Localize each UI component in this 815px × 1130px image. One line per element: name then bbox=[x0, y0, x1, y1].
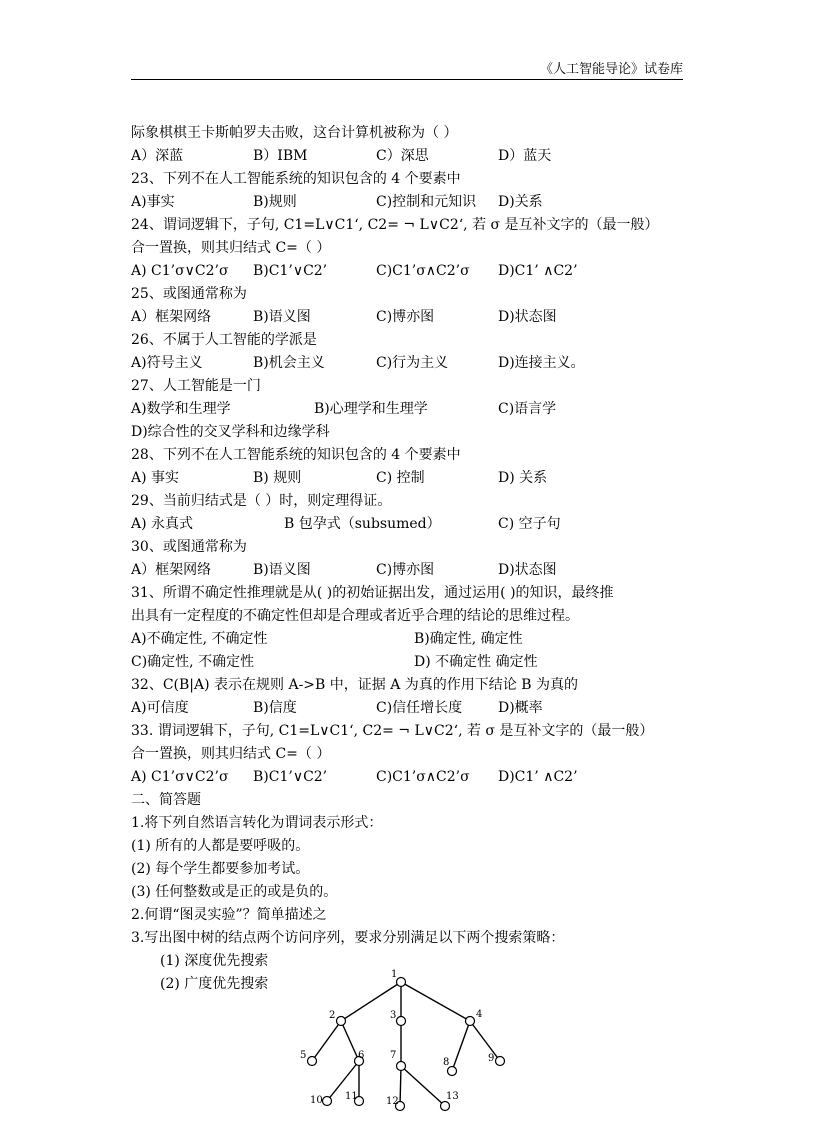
text-line: 31、所谓不确定性推理就是从( )的初始证据出发，通过运用( )的知识，最终推 bbox=[131, 585, 614, 601]
text-line: 际象棋棋王卡斯帕罗夫击败，这台计算机被称为（ ） bbox=[131, 125, 458, 141]
tree-node-label: 10 bbox=[310, 1095, 323, 1106]
option-b: B)规则 bbox=[253, 194, 297, 210]
option-c: C) 空子句 bbox=[498, 516, 561, 532]
tree-node-7 bbox=[397, 1062, 406, 1071]
text-line: (3) 任何整数或是正的或是负的。 bbox=[131, 884, 338, 900]
option-c: C)信任增长度 bbox=[376, 700, 463, 716]
tree-edge bbox=[312, 1021, 341, 1061]
option-b: B)C1’∨C2’ bbox=[253, 263, 328, 279]
option-b: B)心理学和生理学 bbox=[314, 401, 428, 417]
page-header: 《人工智能导论》试卷库 bbox=[539, 62, 683, 77]
tree-node-label: 13 bbox=[446, 1091, 459, 1102]
tree-node-3 bbox=[397, 1017, 406, 1026]
text-line: 合一置换，则其归结式 C=（ ） bbox=[131, 746, 331, 762]
option-a: A）深蓝 bbox=[131, 148, 184, 164]
option-a: A）框架网络 bbox=[131, 309, 212, 325]
tree-node-label: 7 bbox=[390, 1050, 397, 1061]
option-c: C)博亦图 bbox=[376, 562, 435, 578]
option-c: C）深思 bbox=[376, 148, 429, 164]
text-line: 合一置换，则其归结式 C=（ ） bbox=[131, 240, 331, 256]
text-line: (2) 每个学生都要参加考试。 bbox=[131, 861, 310, 877]
text-line: 二、简答题 bbox=[131, 792, 201, 808]
option-b: B 包孕式（subsumed） bbox=[284, 516, 441, 532]
tree-edge bbox=[452, 1021, 470, 1071]
option-a: A) C1’σ∨C2’σ bbox=[131, 263, 229, 279]
tree-edge bbox=[341, 1021, 359, 1061]
tree-node-13 bbox=[441, 1102, 450, 1111]
option-c: C)语言学 bbox=[498, 401, 557, 417]
tree-edge bbox=[401, 982, 470, 1021]
option-a: A)事实 bbox=[131, 194, 175, 210]
text-line: 33. 谓词逻辑下，子句, C1=L∨C1‘, C2= ¬ L∨C2‘, 若 σ 是互补文字的（最一般） bbox=[131, 723, 654, 739]
tree-node-5 bbox=[308, 1057, 317, 1066]
tree-node-label: 1 bbox=[391, 969, 398, 980]
option-d: D)C1’ ∧C2’ bbox=[498, 263, 578, 279]
text-line: D)综合性的交叉学科和边缘学科 bbox=[131, 424, 330, 440]
option-c: C)控制和元知识 bbox=[376, 194, 477, 210]
option-b: B) 规则 bbox=[253, 470, 302, 486]
tree-edge bbox=[470, 1021, 500, 1061]
option-d: D)状态图 bbox=[498, 309, 557, 325]
option-d: D)状态图 bbox=[498, 562, 557, 578]
option-a: A)可信度 bbox=[131, 700, 189, 716]
text-line: 28、下列不在人工智能系统的知识包含的 4 个要素中 bbox=[131, 447, 461, 463]
option-b: B)机会主义 bbox=[253, 355, 325, 371]
tree-node-10 bbox=[323, 1097, 332, 1106]
tree-node-label: 5 bbox=[300, 1050, 307, 1061]
text-line: 30、或图通常称为 bbox=[131, 539, 247, 555]
option-a: A) C1’σ∨C2’σ bbox=[131, 769, 229, 785]
tree-node-label: 11 bbox=[345, 1091, 358, 1102]
text-line: 2.何谓“图灵实验”？简单描述之 bbox=[131, 907, 327, 923]
tree-node-label: 9 bbox=[488, 1053, 495, 1064]
option-c: C)C1’σ∧C2’σ bbox=[376, 769, 470, 785]
option-a: A)数学和生理学 bbox=[131, 401, 231, 417]
option-d: D）蓝天 bbox=[498, 148, 552, 164]
option-d: D)概率 bbox=[498, 700, 543, 716]
option-a: A)符号主义 bbox=[131, 355, 203, 371]
option-c: C)行为主义 bbox=[376, 355, 449, 371]
option-d: D) 关系 bbox=[498, 470, 548, 486]
tree-node-label: 6 bbox=[358, 1050, 365, 1061]
text-line: 26、不属于人工智能的学派是 bbox=[131, 332, 317, 348]
text-line: 29、当前归结式是（ ）时，则定理得证。 bbox=[131, 493, 392, 509]
option-d: D)关系 bbox=[498, 194, 543, 210]
tree-node-label: 2 bbox=[329, 1010, 336, 1021]
text-line: (1) 深度优先搜索 bbox=[160, 953, 269, 969]
text-line: (2) 广度优先搜索 bbox=[160, 976, 269, 992]
text-line: 25、或图通常称为 bbox=[131, 286, 247, 302]
text-line: (1) 所有的人都是要呼吸的。 bbox=[131, 838, 310, 854]
option-b: B)C1’∨C2’ bbox=[253, 769, 328, 785]
tree-edge bbox=[401, 1066, 445, 1106]
option-b: B)语义图 bbox=[253, 562, 311, 578]
text-line: 32、C(B|A) 表示在规则 A->B 中，证据 A 为真的作用下结论 B 为真的 bbox=[131, 677, 578, 693]
text-line: 27、人工智能是一门 bbox=[131, 378, 261, 394]
option-b: B)语义图 bbox=[253, 309, 311, 325]
option-b: B)信度 bbox=[253, 700, 297, 716]
option-a: A) 永真式 bbox=[131, 516, 194, 532]
tree-node-2 bbox=[337, 1017, 346, 1026]
option-a: C)确定性, 不确定性 bbox=[131, 654, 255, 670]
tree-node-1 bbox=[397, 978, 406, 987]
option-a: A)不确定性, 不确定性 bbox=[131, 631, 268, 647]
tree-node-label: 12 bbox=[386, 1096, 399, 1107]
option-b: D) 不确定性 确定性 bbox=[414, 654, 538, 670]
option-b: B)确定性, 确定性 bbox=[414, 631, 523, 647]
option-d: D)连接主义。 bbox=[498, 355, 585, 371]
text-line: 23、下列不在人工智能系统的知识包含的 4 个要素中 bbox=[131, 171, 461, 187]
option-d: D)C1’ ∧C2’ bbox=[498, 769, 578, 785]
text-line: 出具有一定程度的不确定性但却是合理或者近乎合理的结论的思维过程。 bbox=[131, 608, 579, 624]
option-c: C)博亦图 bbox=[376, 309, 435, 325]
tree-node-label: 3 bbox=[390, 1010, 397, 1021]
text-line: 1.将下列自然语言转化为谓词表示形式： bbox=[131, 815, 383, 831]
tree-node-9 bbox=[496, 1057, 505, 1066]
option-b: B）IBM bbox=[253, 148, 308, 164]
option-c: C)C1’σ∧C2’σ bbox=[376, 263, 470, 279]
tree-node-label: 8 bbox=[443, 1057, 450, 1068]
tree-node-4 bbox=[466, 1017, 475, 1026]
tree-node-label: 4 bbox=[476, 1009, 483, 1020]
option-c: C) 控制 bbox=[376, 470, 425, 486]
tree-edge bbox=[400, 1066, 401, 1106]
text-line: 3.写出图中树的结点两个访问序列，要求分别满足以下两个搜索策略： bbox=[131, 930, 565, 946]
option-a: A) 事实 bbox=[131, 470, 180, 486]
text-line: 24、谓词逻辑下，子句, C1=L∨C1‘, C2= ¬ L∨C2‘, 若 σ 是互补文字的（最一般） bbox=[131, 217, 659, 233]
option-a: A）框架网络 bbox=[131, 562, 212, 578]
